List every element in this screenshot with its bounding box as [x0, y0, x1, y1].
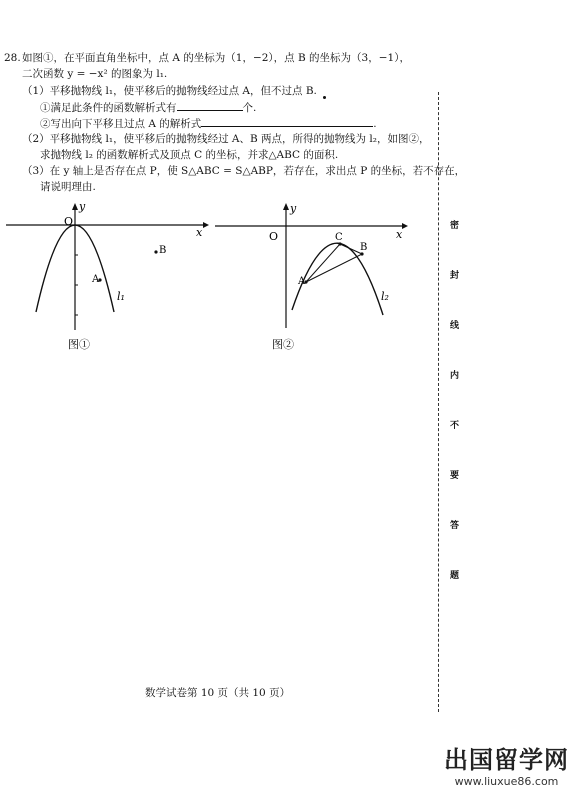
- y-label: y: [79, 200, 86, 213]
- part2-line1: （2）平移抛物线 l₁，使平移后的抛物线经过 A、B 两点，所得的抛物线为 l₂，如图②，: [22, 133, 430, 145]
- b-label: B: [360, 242, 368, 253]
- part1b: [40, 117, 377, 131]
- origin-label: O: [269, 230, 279, 243]
- x-label: x: [196, 226, 203, 239]
- segment-cb: [340, 244, 362, 254]
- problem-number: 28.: [4, 52, 21, 64]
- seal-char-1: 密: [450, 221, 460, 231]
- y-arrow: [72, 203, 78, 210]
- c-label: C: [335, 232, 343, 243]
- page-footer: 数学试卷第 10 页（共 10 页）: [145, 687, 291, 699]
- problem-stem-line2: 二次函数 y = −x² 的图象为 l₁.: [22, 68, 168, 80]
- problem-stem-line1: 如图①，在平面直角坐标中，点 A 的坐标为（1，−2），点 B 的坐标为（3，−1），: [22, 52, 410, 64]
- a-label: A: [92, 274, 100, 285]
- stray-dot: [323, 96, 326, 99]
- part1a: [40, 101, 256, 115]
- a-label: A: [298, 276, 306, 287]
- seal-char-6: 要: [450, 471, 460, 481]
- segment-ab: [306, 254, 362, 282]
- answer-blank-formula[interactable]: [201, 117, 373, 127]
- x-label: x: [396, 228, 403, 241]
- curve-label: l₂: [381, 290, 389, 303]
- figure-2: [210, 200, 420, 360]
- part1b-suffix: .: [373, 118, 377, 130]
- part1a-prefix: ①满足此条件的函数解析式有: [40, 102, 177, 114]
- watermark: [444, 740, 569, 788]
- curve-label: l₁: [117, 290, 125, 303]
- b-label: B: [159, 245, 167, 256]
- seal-char-7: 答: [450, 521, 460, 531]
- seal-char-8: 题: [450, 571, 460, 581]
- y-label: y: [290, 202, 297, 215]
- answer-blank-count[interactable]: [177, 101, 243, 111]
- watermark-url: www.liuxue86.com: [454, 775, 559, 788]
- caption-2: 图②: [272, 338, 294, 351]
- part1b-prefix: ②写出向下平移且过点 A 的解析式: [40, 118, 202, 130]
- origin-label: O: [64, 215, 74, 228]
- x-arrow: [203, 222, 209, 228]
- seal-char-4: 内: [450, 371, 460, 381]
- binding-dashed-line: [438, 92, 439, 712]
- part3-line1: （3）在 y 轴上是否存在点 P，使 S△ABC = S△ABP，若存在，求出点 P 的坐标，若不存在，: [22, 165, 466, 177]
- seal-char-3: 线: [450, 321, 460, 331]
- x-arrow: [402, 223, 408, 229]
- seal-char-2: 封: [450, 271, 460, 281]
- parabola-l2: [292, 243, 383, 315]
- seal-char-5: 不: [450, 421, 460, 431]
- watermark-title: 出国留学网: [444, 746, 569, 774]
- point-b: [154, 250, 157, 253]
- figure-1: [0, 200, 220, 360]
- part2-line2: 求抛物线 l₂ 的函数解析式及顶点 C 的坐标，并求△ABC 的面积.: [40, 149, 339, 161]
- y-arrow: [283, 203, 289, 210]
- part3-line2: 请说明理由.: [40, 181, 96, 193]
- part1-text: （1）平移抛物线 l₁，使平移后的抛物线经过点 A，但不过点 B.: [22, 85, 317, 97]
- part1a-suffix: 个.: [242, 102, 257, 114]
- caption-1: 图①: [68, 338, 90, 351]
